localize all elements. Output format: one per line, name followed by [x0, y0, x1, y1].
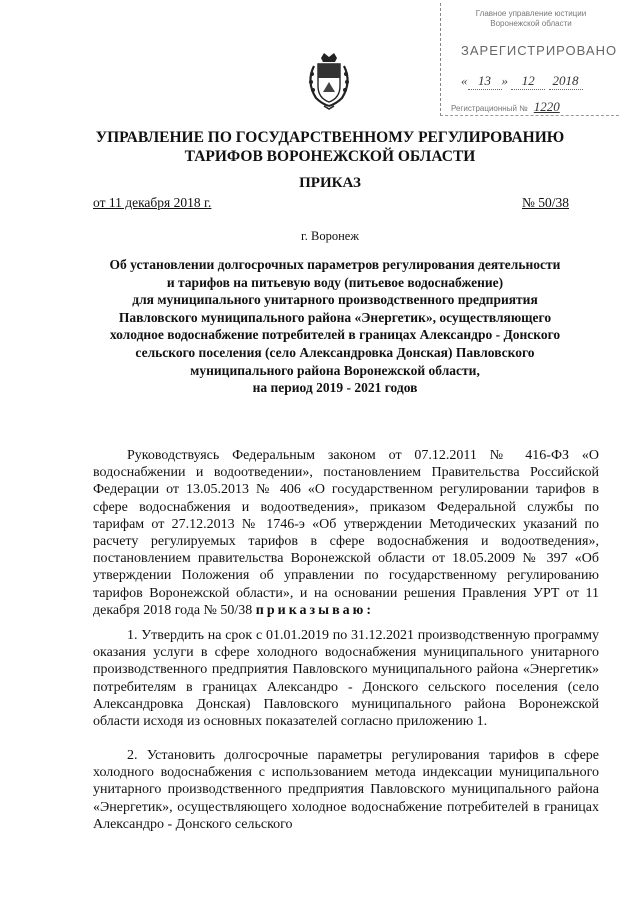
stamp-registered: ЗАРЕГИСТРИРОВАНО [461, 43, 618, 58]
stamp-month: 12 [511, 73, 545, 90]
order-number: № 50/38 [522, 195, 570, 210]
preamble-text: Руководствуясь Федеральным законом от 07.12.2011 № 416-ФЗ «О водоснабжении и водоотведении», постановлением Правительства Российской Федерации от 13.05.2013 № 406 «О государственном регулировании тарифов в сфере водоснабжения и водоотведения», приказом Федеральной службы по тарифам от 27.12.2013 № 1746-э «Об утверждении Методических указаний по расчету регулируемых тарифов в сфере водоснабжения и водоотведения», постановлением правительства Воронежской области от 18.05.2009 № 397 «Об утверждении Положения об управлении по государственному регулированию тарифов Воронежской области», и на основании решения Правления УРТ от 11 декабря 2018 года № 50/38 [93, 448, 599, 618]
org-line-1: УПРАВЛЕНИЕ ПО ГОСУДАРСТВЕННОМУ РЕГУЛИРОВАНИЮ [95, 129, 565, 146]
order-item-1: 1. Утвердить на срок с 01.01.2019 по 31.12.2021 производственную программу оказания услуги в сфере холодного водоснабжения муниципального унитарного производственного предприятия Павловского муниципального района «Энергетик» потребителям в границах Александро - Донского сельского поселения (село Александровка Донская) Павловского муниципального района Воронежской области исходя из основных показателей согласно приложению 1. [93, 628, 599, 730]
coat-of-arms-icon [304, 52, 354, 110]
stamp-reg-value: 1220 [533, 99, 560, 114]
subject-line: на период 2019 - 2021 годов [252, 380, 418, 396]
stamp-day: 13 [468, 73, 502, 90]
subject-line: и тарифов на питьевую воду (питьевое водоснабжение) [166, 274, 504, 290]
order-subject [92, 256, 578, 397]
subject-line: Павловского муниципального района «Энергетик», осуществляющего [118, 309, 552, 325]
stamp-reg-number [451, 99, 560, 115]
registration-stamp [440, 3, 619, 116]
organization-name [60, 128, 600, 166]
subject-line: муниципального района Воронежской области, [190, 362, 480, 378]
stamp-year: 2018 [549, 73, 583, 90]
order-item-2: 2. Установить долгосрочные параметры регулирования тарифов в сфере холодного водоснабжения с использованием метода индексации муниципального унитарного производственного предприятия Павловского муниципального района «Энергетик», осуществляющего холодное водоснабжение потребителей в границах Александро - Донского сельского [93, 748, 599, 832]
document-type: ПРИКАЗ [299, 175, 361, 191]
subject-line: Об установлении долгосрочных параметров регулирования деятельности [109, 257, 561, 272]
city: г. Воронеж [301, 229, 359, 243]
preamble-paragraph [93, 447, 599, 619]
stamp-reg-label: Регистрационный № [451, 104, 528, 113]
stamp-region: Воронежской области [490, 19, 572, 28]
orders-word: приказываю: [255, 602, 375, 618]
subject-line: для муниципального унитарного производственного предприятия [132, 292, 538, 308]
stamp-authority: Главное управление юстиции [475, 9, 587, 18]
order-date: от 11 декабря 2018 г. [93, 195, 212, 210]
stamp-date: « 13 » 12 2018 [461, 73, 583, 90]
subject-line: сельского поселения (село Александровка Донская) Павловского [135, 344, 535, 360]
org-line-2: ТАРИФОВ ВОРОНЕЖСКОЙ ОБЛАСТИ [184, 148, 476, 165]
subject-line: холодное водоснабжение потребителей в границах Александро - Донского [109, 327, 561, 343]
